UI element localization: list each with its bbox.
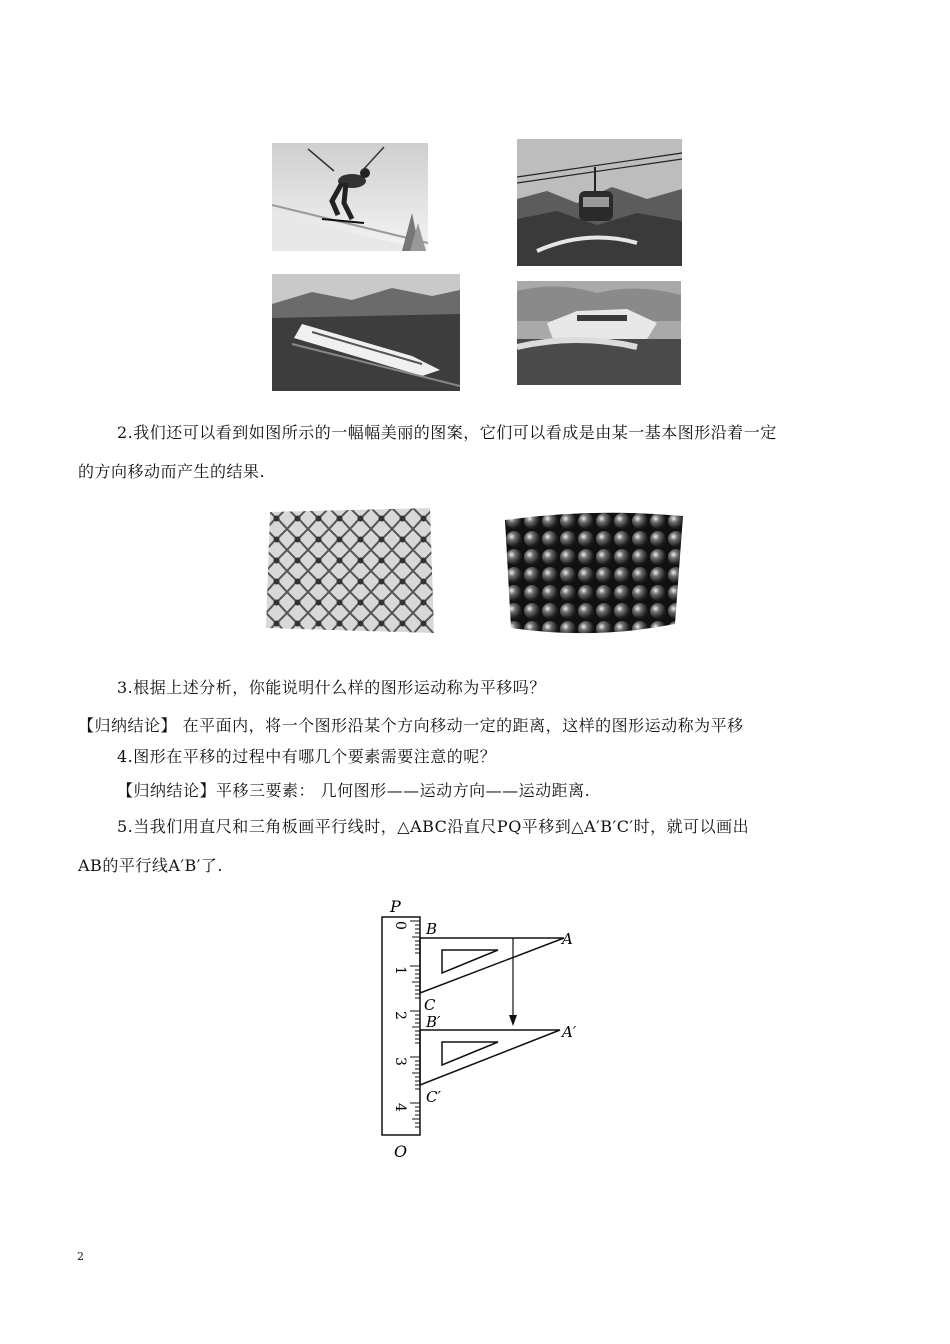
ruler-number-1: 1 — [392, 966, 408, 975]
label-q: O — [394, 1142, 408, 1161]
paragraph-3: 3.根据上述分析，你能说明什么样的图形运动称为平移吗？ — [117, 678, 546, 697]
high-speed-train-photo — [272, 274, 460, 391]
triangle-abc-inner — [442, 950, 498, 973]
skier-photo — [272, 143, 428, 251]
triangle-abc-prime — [420, 1030, 560, 1085]
paragraph-4: 4.图形在平移的过程中有哪几个要素需要注意的呢？ — [117, 747, 497, 766]
label-a-prime: A′ — [562, 1023, 577, 1041]
paragraph-2-line-2: 的方向移动而产生的结果. — [78, 462, 266, 481]
triangle-abc-prime-inner — [442, 1042, 498, 1065]
label-b-prime: B′ — [426, 1013, 441, 1031]
ruler-number-0: 0 — [392, 921, 408, 930]
page-number: 2 — [77, 1250, 84, 1263]
ruler-number-2: 2 — [392, 1011, 408, 1020]
paragraph-2-line-1: 2.我们还可以看到如图所示的一幅幅美丽的图案，它们可以看成是由某一基本图形沿着一定 — [117, 423, 777, 442]
cable-car-photo — [517, 139, 682, 266]
boat-photo — [517, 281, 681, 385]
sphere-pattern-photo — [505, 512, 683, 635]
label-c-prime: C′ — [426, 1088, 441, 1106]
ruler-triangle-diagram — [370, 895, 600, 1165]
ruler-number-3: 3 — [392, 1057, 408, 1066]
conclusion-1: 【归纳结论】 在平面内，将一个图形沿某个方向移动一定的距离，这样的图形运动称为平移 — [78, 716, 744, 735]
tile-pattern-photo — [266, 508, 434, 633]
paragraph-5-line-2: AB的平行线A′B′了. — [78, 856, 223, 875]
paragraph-5-line-1: 5.当我们用直尺和三角板画平行线时，△ABC沿直尺PQ平移到△A′B′C′时，就可以画出 — [117, 817, 750, 836]
label-c: C — [424, 996, 436, 1014]
label-p: P — [390, 897, 401, 916]
ruler-number-4: 4 — [392, 1103, 408, 1112]
label-a: A — [562, 930, 573, 948]
label-b: B — [426, 920, 438, 938]
conclusion-2: 【归纳结论】平移三要素： 几何图形——运动方向——运动距离. — [117, 781, 591, 800]
